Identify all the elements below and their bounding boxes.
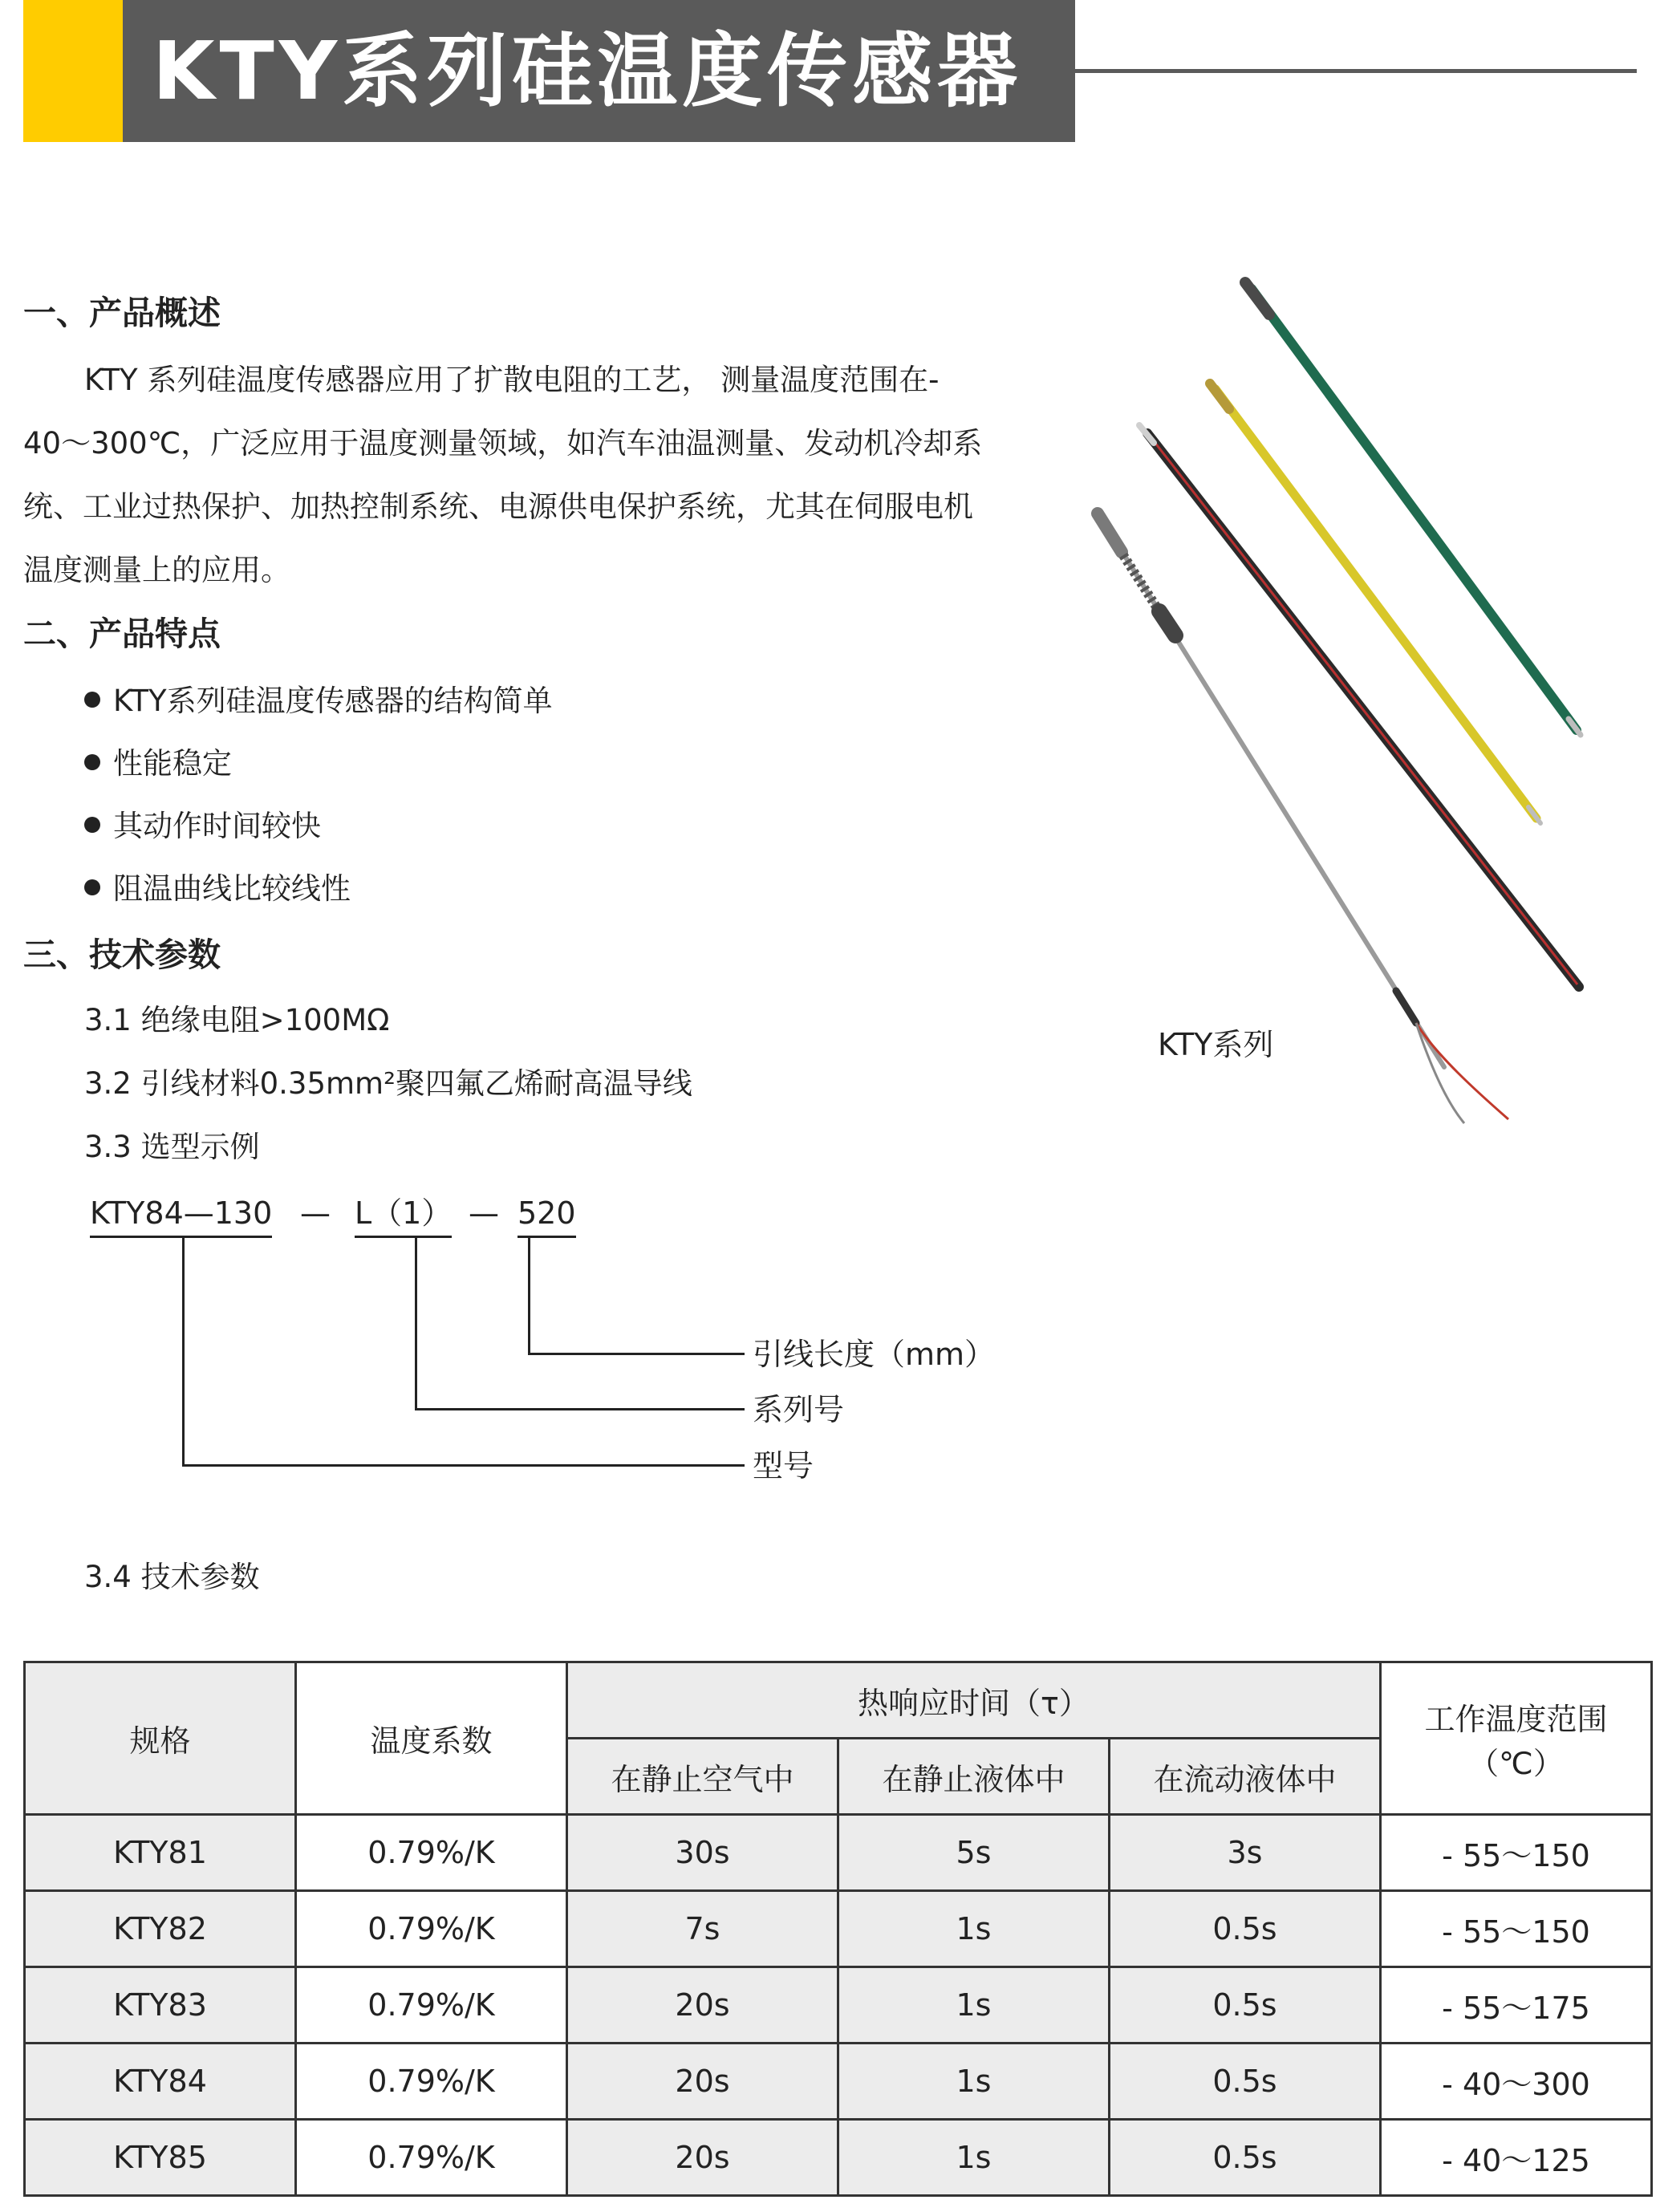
cell-spec: KTY83 [25,1967,296,2044]
cell-still-liquid: 1s [838,2120,1110,2196]
table-row [25,1891,1652,1967]
sensor-black-red [1139,425,1579,987]
cell-coef: 0.79%/K [296,1815,567,1891]
cell-range: - 55～175 [1381,1967,1652,2044]
col-header-still-liquid: 在静止液体中 [838,1739,1110,1815]
cell-still-air: 30s [567,1815,838,1891]
cell-spec: KTY85 [25,2120,296,2196]
cell-coef: 0.79%/K [296,1891,567,1967]
overview-line-1: KTY 系列硅温度传感器应用了扩散电阻的工艺， 测量温度范围在- [84,363,940,397]
col-header-response: 热响应时间（τ） [567,1662,1381,1739]
sensor-green [1245,282,1581,735]
tech-item-selection: 3.3 选型示例 [84,1130,260,1164]
tech-heading: 三、技术参数 [23,936,221,974]
bullet-dot-icon [84,879,100,895]
cell-spec: KTY84 [25,2044,296,2120]
overview-line-2: 40～300℃，广泛应用于温度测量领域，如汽车油温测量、发动机冷却系 [23,426,983,461]
selection-series: L（1） [355,1192,452,1238]
cell-flowing-liquid: 0.5s [1110,2044,1381,2120]
photo-caption: KTY系列 [1158,1027,1274,1062]
page-title: KTY系列硅温度传感器 [152,24,1023,118]
connector-line [528,1237,530,1355]
selection-length: 520 [518,1192,576,1238]
spec-table [23,1661,1653,2197]
cell-flowing-liquid: 0.5s [1110,2120,1381,2196]
cell-spec: KTY82 [25,1891,296,1967]
selection-dash: — [300,1195,331,1231]
header-accent-bar [23,0,123,142]
bullet-dot-icon [84,817,100,833]
table-row [25,2044,1652,2120]
feature-item: 阻温曲线比较线性 [84,868,351,910]
connector-line [415,1408,745,1410]
bullet-dot-icon [84,692,100,708]
table-row [25,1815,1652,1891]
selection-label-length: 引线长度（mm） [753,1337,996,1372]
header-rule [1075,69,1637,73]
selection-label-model: 型号 [753,1448,814,1483]
col-header-spec: 规格 [25,1662,296,1815]
table-section-title: 3.4 技术参数 [84,1560,260,1594]
col-header-coef: 温度系数 [296,1662,567,1815]
cell-still-air: 20s [567,2120,838,2196]
cell-still-air: 20s [567,2044,838,2120]
features-heading: 二、产品特点 [23,615,221,653]
cell-coef: 0.79%/K [296,1967,567,2044]
cell-still-liquid: 1s [838,1891,1110,1967]
table-row [25,1967,1652,2044]
cell-flowing-liquid: 3s [1110,1815,1381,1891]
feature-item: 其动作时间较快 [84,806,321,847]
overview-heading: 一、产品概述 [23,294,221,332]
cell-range: - 55～150 [1381,1815,1652,1891]
overview-line-4: 温度测量上的应用。 [23,553,290,587]
table-row [25,2120,1652,2196]
selection-model: KTY84—130 [90,1192,272,1238]
cell-range: - 40～125 [1381,2120,1652,2196]
connector-line [182,1464,745,1467]
cell-range: - 55～150 [1381,1891,1652,1967]
bullet-dot-icon [84,754,100,770]
cell-flowing-liquid: 0.5s [1110,1891,1381,1967]
cell-coef: 0.79%/K [296,2120,567,2196]
col-header-range-line2: （℃） [1468,1745,1564,1781]
feature-item: 性能稳定 [84,743,232,785]
col-header-range [1381,1662,1652,1815]
overview-line-3: 统、工业过热保护、加热控制系统、电源供电保护系统，尤其在伺服电机 [23,489,973,524]
cell-range: - 40～300 [1381,2044,1652,2120]
col-header-range-line1: 工作温度范围 [1424,1701,1608,1737]
cell-still-liquid: 1s [838,2044,1110,2120]
cell-spec: KTY81 [25,1815,296,1891]
feature-item: KTY系列硅温度传感器的结构简单 [84,680,553,722]
tech-item-insulation: 3.1 绝缘电阻>100MΩ [84,1003,390,1037]
connector-line [528,1353,745,1355]
cell-still-liquid: 1s [838,1967,1110,2044]
connector-line [182,1237,185,1467]
selection-label-series: 系列号 [753,1392,845,1427]
connector-line [415,1237,417,1410]
selection-dash: — [469,1195,499,1231]
cell-coef: 0.79%/K [296,2044,567,2120]
product-photo [1059,265,1589,1147]
cell-flowing-liquid: 0.5s [1110,1967,1381,2044]
col-header-still-air: 在静止空气中 [567,1739,838,1815]
tech-item-lead-wire: 3.2 引线材料0.35mm²聚四氟乙烯耐高温导线 [84,1066,692,1101]
col-header-flowing-liquid: 在流动液体中 [1110,1739,1381,1815]
cell-still-liquid: 5s [838,1815,1110,1891]
cell-still-air: 7s [567,1891,838,1967]
cell-still-air: 20s [567,1967,838,2044]
